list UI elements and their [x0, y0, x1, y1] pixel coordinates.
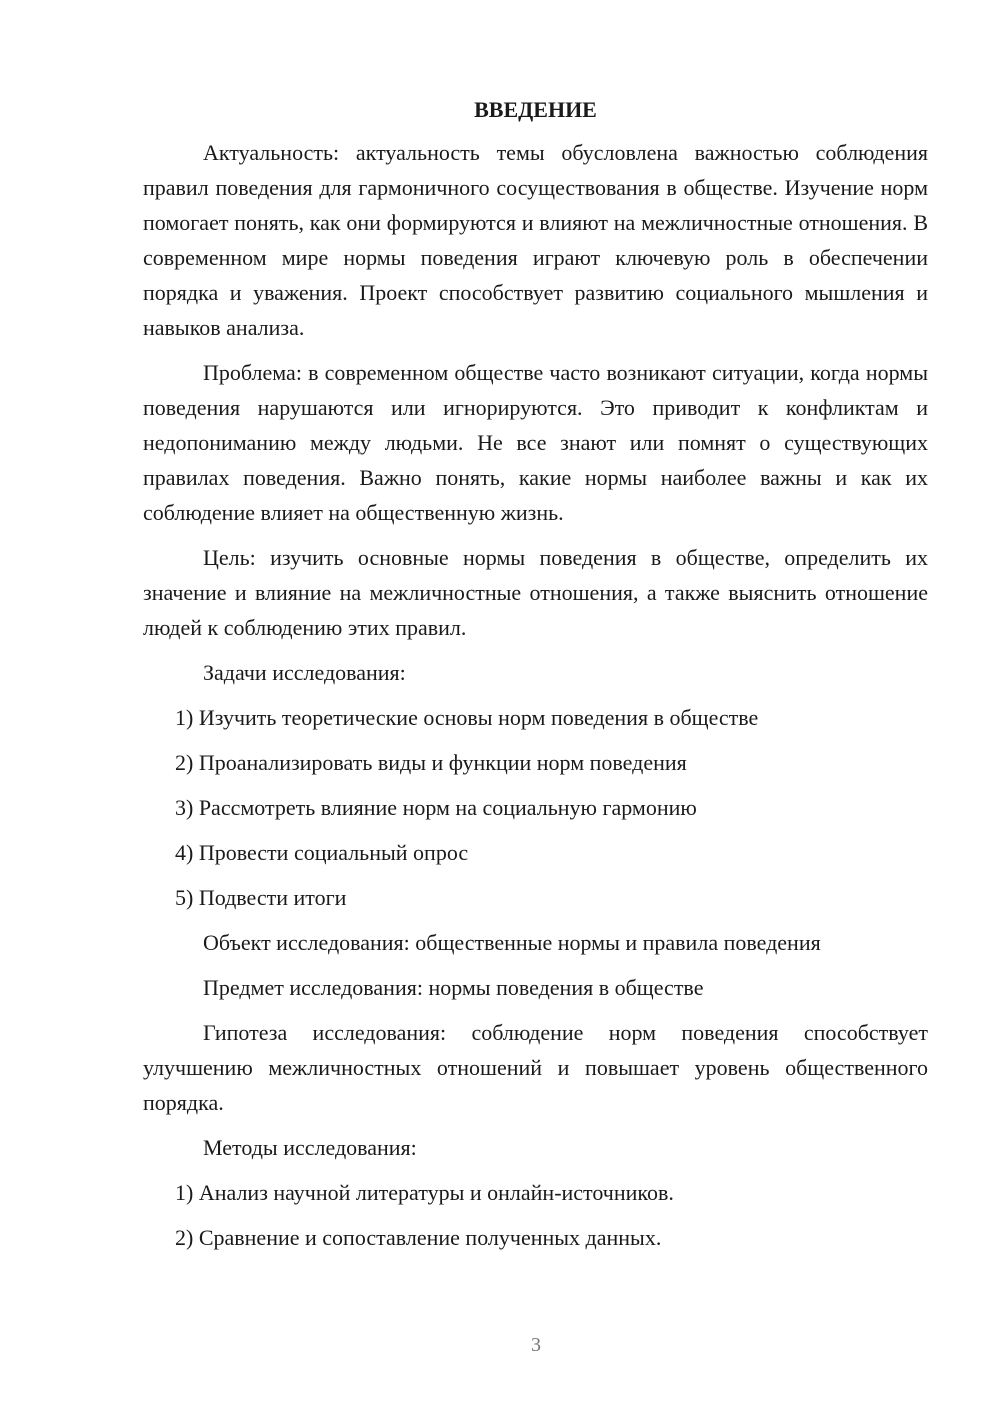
object-paragraph: Объект исследования: общественные нормы и правила поведения	[203, 930, 821, 955]
methods-title: Методы исследования:	[203, 1135, 417, 1160]
section-heading: ВВЕДЕНИЕ	[474, 97, 597, 122]
document-body	[143, 92, 928, 1265]
relevance-paragraph: Актуальность: актуальность темы обусловлена важностью соблюдения правил поведения для гармоничного сосуществования в обществе. Изучение норм помогает понять, как они формируются и влияют на межличностные отношения. В современном мире нормы поведения играют ключевую роль в обеспечении порядка и уважения. Проект способствует развитию социального мышления и навыков анализа.	[143, 140, 928, 340]
task-item: 3) Рассмотреть влияние норм на социальную гармонию	[175, 795, 697, 820]
tasks-title: Задачи исследования:	[203, 660, 406, 685]
goal-paragraph: Цель: изучить основные нормы поведения в обществе, определить их значение и влияние на межличностные отношения, а также выяснить отношение людей к соблюдению этих правил.	[143, 545, 928, 640]
hypothesis-paragraph: Гипотеза исследования: соблюдение норм поведения способствует улучшению межличностных отношений и повышает уровень общественного порядка.	[143, 1020, 928, 1115]
method-item: 1) Анализ научной литературы и онлайн-источников.	[175, 1180, 674, 1205]
task-item: 4) Провести социальный опрос	[175, 840, 469, 865]
page-number: 3	[531, 1334, 541, 1356]
method-item: 2) Сравнение и сопоставление полученных данных.	[175, 1225, 662, 1250]
subject-paragraph: Предмет исследования: нормы поведения в обществе	[203, 975, 704, 1000]
task-item: 2) Проанализировать виды и функции норм поведения	[175, 750, 687, 775]
task-item: 1) Изучить теоретические основы норм поведения в обществе	[175, 705, 759, 730]
problem-paragraph: Проблема: в современном обществе часто возникают ситуации, когда нормы поведения нарушаются или игнорируются. Это приводит к конфликтам и недопониманию между людьми. Не все знают или помнят о существующих правилах поведения. Важно понять, какие нормы наиболее важны и как их соблюдение влияет на общественную жизнь.	[143, 360, 928, 525]
task-item: 5) Подвести итоги	[175, 885, 347, 910]
